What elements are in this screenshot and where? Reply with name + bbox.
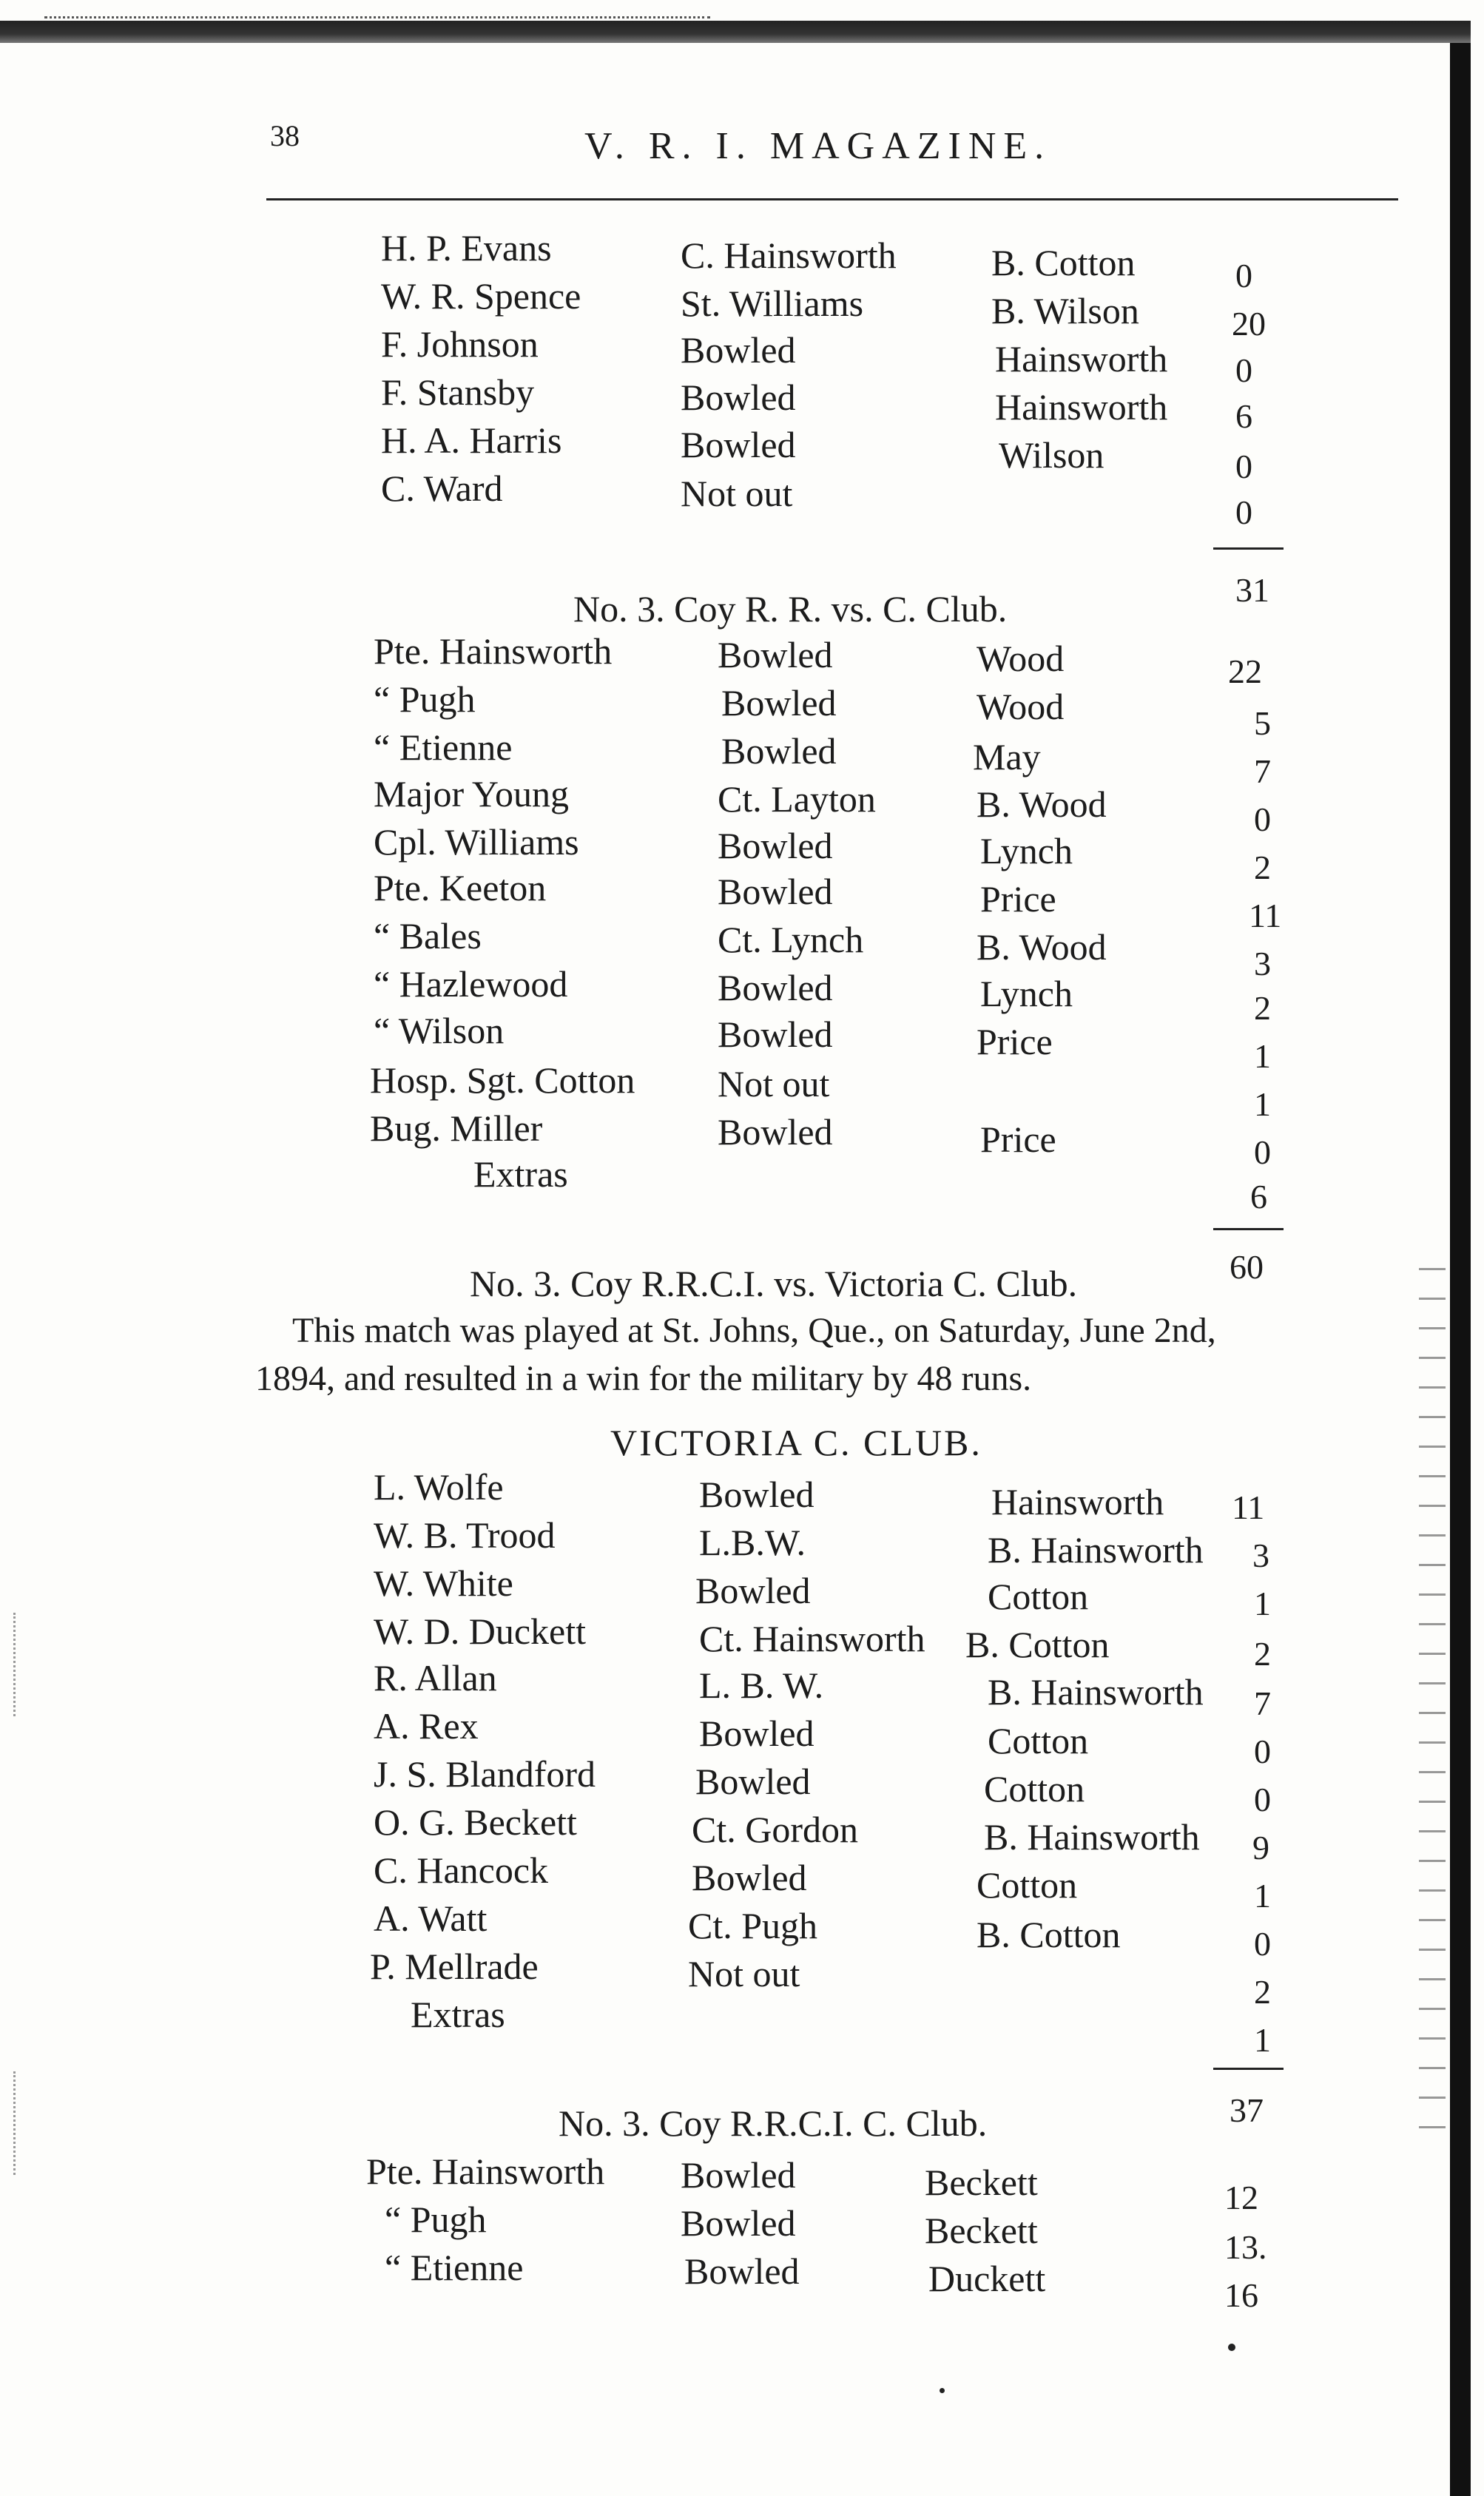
runs: 2 — [1254, 989, 1271, 1027]
total-rule — [1213, 2068, 1284, 2070]
batsman-name: W. B. Trood — [374, 1514, 556, 1556]
scan-top-edge — [0, 21, 1471, 43]
scan-speckle — [1419, 1258, 1446, 2145]
bowler: B. Cotton — [965, 1624, 1110, 1665]
batsman-name: F. Johnson — [381, 323, 539, 365]
bowler: Beckett — [925, 2162, 1038, 2203]
innings-total: 37 — [1230, 2091, 1264, 2129]
runs: 13. — [1224, 2228, 1267, 2266]
bowler: B. Wood — [977, 783, 1107, 825]
runs: 2 — [1254, 1635, 1271, 1673]
bowler: Price — [980, 878, 1056, 920]
runs: 0 — [1235, 257, 1252, 294]
runs: 1 — [1254, 1585, 1271, 1622]
dismissal: Bowled — [699, 1474, 814, 1515]
batsman-name: W. D. Duckett — [374, 1610, 586, 1652]
batsman-name: Hosp. Sgt. Cotton — [370, 1059, 635, 1101]
runs: 3 — [1254, 945, 1271, 982]
runs: 2 — [1254, 849, 1271, 886]
batsman-name: J. S. Blandford — [374, 1753, 596, 1795]
runs: 22 — [1228, 652, 1262, 690]
match-paragraph: 1894, and resulted in a win for the military by 48 runs. — [255, 1359, 1032, 1398]
page-number: 38 — [270, 119, 300, 152]
runs: 1 — [1254, 1877, 1271, 1915]
batsman-name: C. Ward — [381, 468, 503, 509]
batsman-name: R. Allan — [374, 1657, 497, 1699]
total-rule — [1213, 547, 1284, 550]
dismissal: Bowled — [718, 871, 833, 912]
dismissal: Bowled — [692, 1857, 807, 1898]
batsman-name: F. Stansby — [381, 371, 535, 413]
innings-total: 31 — [1235, 571, 1269, 609]
runs: 0 — [1254, 1733, 1271, 1770]
dismissal: Ct. Lynch — [718, 919, 864, 960]
batsman-name: H. A. Harris — [381, 419, 562, 461]
runs: 0 — [1235, 493, 1252, 531]
bowler: Price — [980, 1119, 1056, 1160]
scan-speckle-left — [13, 2071, 18, 2175]
dismissal: Not out — [718, 1063, 830, 1104]
batsman-name: Cpl. Williams — [374, 821, 579, 863]
bowler: B. Hainsworth — [984, 1816, 1200, 1858]
runs: 7 — [1254, 1684, 1271, 1722]
batsman-name: “ Pugh — [374, 678, 476, 720]
section-heading: No. 3. Coy R.R.C.I. C. Club. — [559, 2102, 988, 2144]
dismissal: Not out — [688, 1953, 800, 1994]
bowler: Wood — [977, 638, 1065, 679]
dismissal: Bowled — [718, 634, 833, 675]
bowler: Hainsworth — [995, 338, 1168, 380]
batsman-name: P. Mellrade — [370, 1946, 539, 1987]
runs: 1 — [1254, 1037, 1271, 1075]
batsman-name: A. Rex — [374, 1705, 479, 1747]
dismissal: L. B. W. — [699, 1664, 824, 1706]
team-heading: VICTORIA C. CLUB. — [610, 1422, 982, 1463]
runs: 12 — [1224, 2179, 1258, 2216]
runs: 9 — [1252, 1829, 1269, 1866]
runs: 2 — [1254, 1973, 1271, 2011]
dismissal: Ct. Layton — [718, 778, 876, 820]
runs: 6 — [1250, 1178, 1267, 1215]
dismissal: Ct. Hainsworth — [699, 1618, 925, 1659]
runs: 0 — [1254, 800, 1271, 838]
bowler: Wood — [977, 686, 1065, 727]
bowler: Lynch — [980, 830, 1073, 871]
dismissal: Bowled — [681, 329, 796, 371]
batsman-name: L. Wolfe — [374, 1466, 504, 1508]
header-rule — [266, 198, 1398, 200]
bowler: B. Hainsworth — [988, 1671, 1204, 1713]
dismissal: Bowled — [684, 2250, 800, 2292]
bowler: Cotton — [988, 1576, 1089, 1617]
dismissal: Bowled — [695, 1570, 811, 1611]
runs: 5 — [1254, 704, 1271, 742]
bowler: Hainsworth — [991, 1481, 1164, 1522]
bowler: Wilson — [999, 434, 1104, 476]
batsman-name: C. Hancock — [374, 1849, 549, 1891]
dismissal: Bowled — [718, 1013, 833, 1055]
bowler: B. Wood — [977, 926, 1107, 968]
innings-total: 60 — [1230, 1248, 1264, 1286]
batsman-name: “ Etienne — [385, 2247, 524, 2288]
runs: 0 — [1254, 1925, 1271, 1963]
bowler: B. Hainsworth — [988, 1529, 1204, 1571]
runs: 0 — [1254, 1133, 1271, 1171]
extras-label: Extras — [411, 1994, 505, 2035]
dismissal: L.B.W. — [699, 1522, 806, 1563]
dismissal: Bowled — [718, 1111, 833, 1153]
running-title: V. R. I. MAGAZINE. — [584, 125, 1052, 167]
dismissal: St. Williams — [681, 283, 864, 324]
batsman-name: “ Hazlewood — [374, 963, 568, 1005]
match-paragraph: This match was played at St. Johns, Que., on Saturday, June 2nd, — [292, 1311, 1216, 1350]
bowler: Price — [977, 1021, 1053, 1062]
batsman-name: W. R. Spence — [381, 275, 581, 317]
dismissal: Not out — [681, 473, 793, 514]
bowler: Cotton — [988, 1720, 1089, 1761]
runs: 0 — [1235, 448, 1252, 485]
runs: 1 — [1254, 1085, 1271, 1123]
dismissal: C. Hainsworth — [681, 235, 897, 276]
dismissal: Bowled — [695, 1761, 811, 1802]
bowler: Cotton — [984, 1768, 1085, 1809]
bowler: B. Wilson — [991, 290, 1139, 331]
batsman-name: O. G. Beckett — [374, 1801, 577, 1843]
batsman-name: “ Etienne — [374, 726, 513, 768]
scan-right-edge — [1450, 43, 1471, 2496]
runs: 20 — [1232, 305, 1266, 343]
batsman-name: Bug. Miller — [370, 1107, 543, 1149]
bowler: Cotton — [977, 1864, 1078, 1906]
dismissal: Bowled — [721, 730, 837, 772]
runs: 6 — [1235, 397, 1252, 435]
bowler: B. Cotton — [977, 1914, 1121, 1955]
runs: 0 — [1235, 351, 1252, 389]
batsman-name: Pte. Hainsworth — [366, 2151, 605, 2192]
batsman-name: Pte. Keeton — [374, 867, 547, 908]
total-rule — [1213, 1228, 1284, 1230]
scan-speckle-left — [13, 1613, 18, 1716]
runs: 11 — [1232, 1488, 1265, 1526]
batsman-name: Major Young — [374, 773, 569, 814]
batsman-name: “ Pugh — [385, 2199, 487, 2240]
dismissal: Bowled — [681, 424, 796, 465]
bowler: May — [973, 736, 1041, 778]
dismissal: Ct. Gordon — [692, 1809, 858, 1850]
dismissal: Bowled — [681, 377, 796, 418]
runs: 11 — [1249, 897, 1282, 934]
extras-label: Extras — [473, 1153, 568, 1195]
dismissal: Bowled — [718, 825, 833, 866]
dismissal: Bowled — [681, 2202, 796, 2244]
dismissal: Ct. Pugh — [688, 1905, 818, 1946]
section-heading: No. 3. Coy R.R.C.I. vs. Victoria C. Club. — [470, 1263, 1078, 1304]
runs: 3 — [1252, 1537, 1269, 1574]
runs: 0 — [1254, 1781, 1271, 1818]
section-heading: No. 3. Coy R. R. vs. C. Club. — [573, 588, 1008, 630]
runs: 1 — [1254, 2021, 1271, 2059]
bowler: Hainsworth — [995, 386, 1168, 428]
batsman-name: H. P. Evans — [381, 227, 552, 269]
batsman-name: “ Wilson — [374, 1010, 505, 1051]
scan-speck — [1228, 2344, 1235, 2351]
dismissal: Bowled — [681, 2154, 796, 2196]
runs: 16 — [1224, 2276, 1258, 2314]
scan-speck — [940, 2388, 945, 2393]
batsman-name: Pte. Hainsworth — [374, 630, 613, 672]
bowler: B. Cotton — [991, 242, 1136, 283]
dismissal: Bowled — [699, 1713, 814, 1754]
runs: 7 — [1254, 752, 1271, 790]
bowler: Duckett — [928, 2258, 1046, 2299]
batsman-name: “ Bales — [374, 915, 482, 957]
dismissal: Bowled — [721, 682, 837, 723]
batsman-name: W. White — [374, 1562, 513, 1604]
bowler: Lynch — [980, 973, 1073, 1014]
dismissal: Bowled — [718, 967, 833, 1008]
batsman-name: A. Watt — [374, 1898, 488, 1939]
bowler: Beckett — [925, 2210, 1038, 2251]
